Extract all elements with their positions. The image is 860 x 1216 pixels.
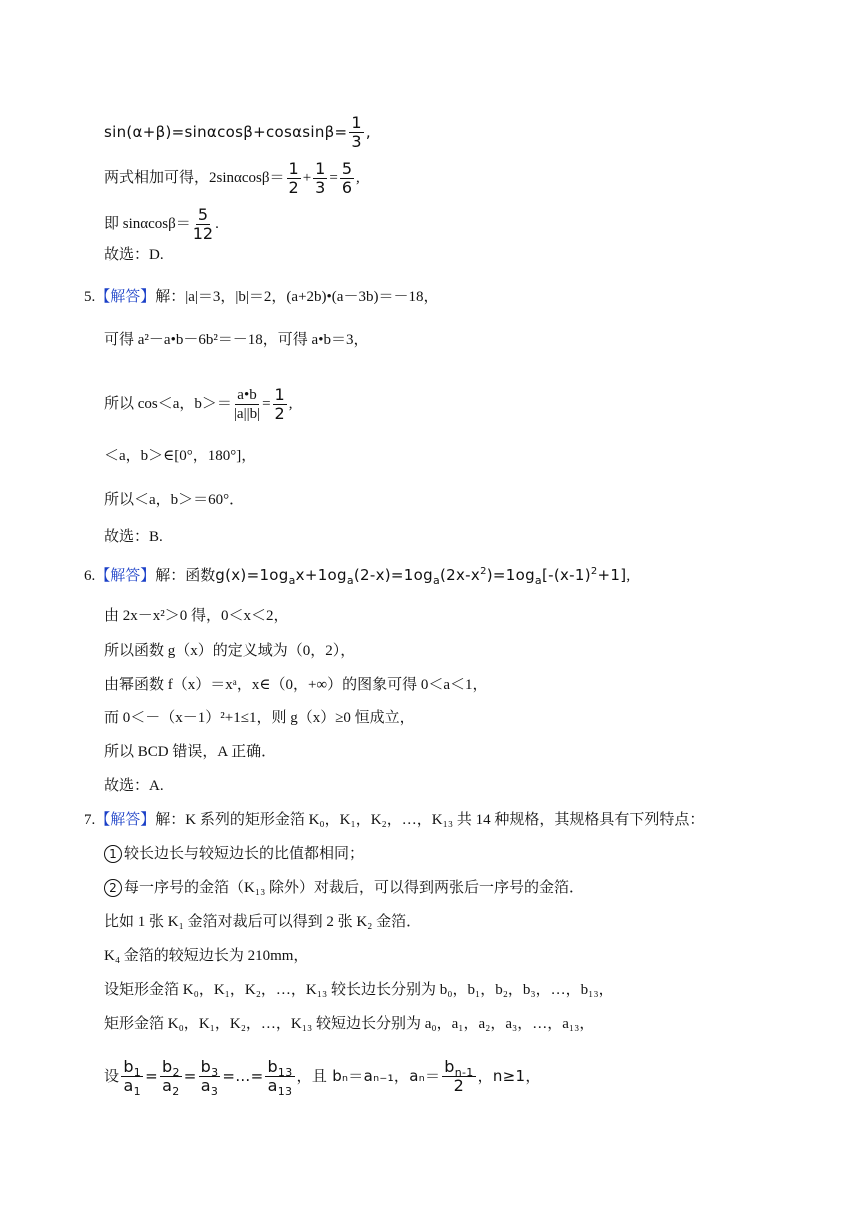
- circled-number-1: 1: [104, 845, 122, 863]
- text-line: 比如 1 张 K₁ 金箔对裁后可以得到 2 张 K₂ 金箔．: [104, 914, 422, 930]
- formula-g: $g(x)=1og_ax+1og_a(2-x)=1og_a(2x-x^2)=1og_a[-(x-1)^2+1]$: [215, 566, 627, 587]
- list-item: 1 较长边长与较短边长的比值都相同；: [104, 843, 364, 865]
- text-line: K₄ 金箔的较短边长为 210mm，: [104, 948, 309, 964]
- question-number: 5.【解答】解：|a|＝3，|b|＝2，(a+2b)•(a－3b)＝－18，: [84, 289, 439, 305]
- text-line: 两式相加可得，2sinαcosβ＝ $\frac{1}{2}$ + $\frac{1}{3}$ = $\frac{5}{6}$ ,: [104, 159, 360, 197]
- fraction: $\frac{1}{3}$: [351, 113, 362, 151]
- question-number: 7.【解答】解：K 系列的矩形金箔 K₀，K₁，K₂，…，K₁₃ 共 14 种规格，其规格具有下列特点：: [84, 812, 705, 828]
- answer-tag: 【解答】: [95, 812, 156, 828]
- fraction: $\frac{1}{2}$: [288, 159, 299, 197]
- answer-tag: 【解答】: [95, 568, 156, 584]
- question-number: 6.【解答】解：函数$g(x)=1og_ax+1og_a(2-x)=1og_a(2x-x^2)=1og_a[-(x-1)^2+1]$,: [84, 566, 631, 587]
- answer-line: 故选：D.: [104, 247, 164, 263]
- text-line: 所以＜a，b＞＝60°．: [104, 492, 245, 508]
- text-line: ＜a，b＞∈[0°，180°]，: [104, 448, 257, 464]
- formula-ratio: 设 $\frac{b_1}{a_1}$ = $\frac{b_2}{a_2}$ = $\frac{b_3}{a_3}$ =…= $\frac{b_{13}}{a_{13}}$ ，且 bₙ＝aₙ₋₁，aₙ＝ $\frac{b_{n-1}}{2}$ ，n≥1，: [104, 1057, 541, 1099]
- text-line: 设矩形金箔 K₀，K₁，K₂，…，K₁₃ 较长边长分别为 b₀，b₁，b₂，b₃，…，b₁₃，: [104, 982, 614, 998]
- text-line: 所以 BCD 错误，A 正确．: [104, 744, 277, 760]
- circled-number-2: 2: [104, 879, 122, 897]
- text-line: 所以 cos＜a，b＞＝ $\frac{a•b}{|a||b|}$ = $\frac{1}{2}$ ,: [104, 385, 293, 423]
- fraction: $\frac{1}{2}$: [274, 385, 285, 423]
- text-line: 而 0＜－（x－1）²+1≤1，则 g（x）≥0 恒成立，: [104, 710, 415, 726]
- list-item: 2 每一序号的金箔（K₁₃ 除外）对裁后，可以得到两张后一序号的金箔．: [104, 877, 584, 899]
- fraction: $\frac{5}{12}$: [192, 205, 214, 243]
- formula-sin-sum: sin(α+β)=sinαcosβ+cosαsinβ= $\frac{1}{3}$ ,: [104, 113, 371, 151]
- text-line: 由 2x－x²＞0 得，0＜x＜2，: [104, 608, 289, 624]
- fraction: $\frac{5}{6}$: [341, 159, 352, 197]
- fraction: $\frac{a•b}{|a||b|}$: [233, 387, 261, 422]
- answer-line: 故选：B.: [104, 529, 163, 545]
- text-line: 可得 a²－a•b－6b²＝－18，可得 a•b＝3，: [104, 332, 369, 348]
- text-line: 所以函数 g（x）的定义域为（0，2），: [104, 643, 356, 659]
- text-line: 矩形金箔 K₀，K₁，K₂，…，K₁₃ 较短边长分别为 a₀，a₁，a₂，a₃，…，a₁₃，: [104, 1016, 595, 1032]
- fraction: $\frac{1}{3}$: [315, 159, 326, 197]
- text-line: 由幂函数 f（x）＝xᵃ，x∈（0，+∞）的图象可得 0＜a＜1，: [104, 677, 488, 693]
- answer-tag: 【解答】: [95, 289, 156, 305]
- answer-line: 故选：A.: [104, 778, 164, 794]
- text-line: 即 sinαcosβ＝ $\frac{5}{12}$ .: [104, 205, 219, 243]
